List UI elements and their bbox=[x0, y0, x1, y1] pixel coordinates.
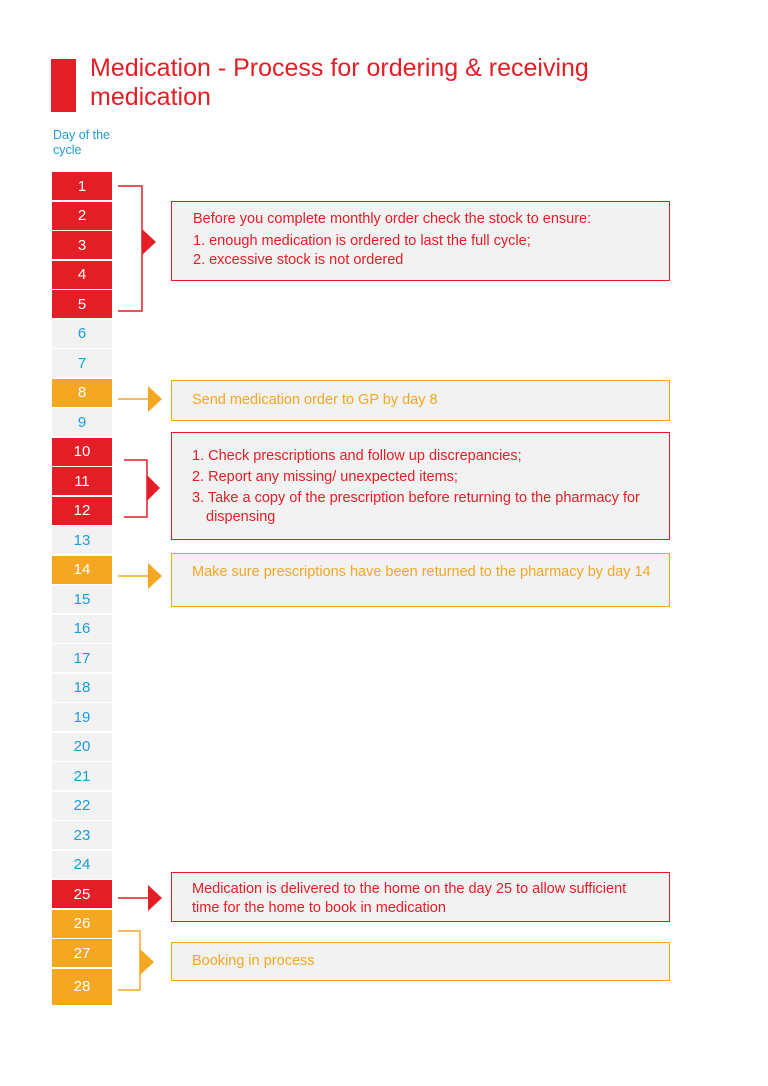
arrow-stock-check bbox=[142, 229, 156, 255]
day-cell: 12 bbox=[52, 497, 112, 525]
check-prescriptions-item: 3. Take a copy of the prescription before returning to the pharmacy for dispensing bbox=[192, 490, 640, 525]
arrow-delivery bbox=[148, 885, 162, 911]
send-order-text: Send medication order to GP by day 8 bbox=[192, 392, 438, 408]
bracket-days-10-12 bbox=[124, 460, 147, 517]
stock-check-item: 2. excessive stock is not ordered bbox=[193, 252, 404, 268]
day-cell: 11 bbox=[52, 467, 112, 495]
day-cell: 2 bbox=[52, 202, 112, 230]
check-prescriptions-list bbox=[192, 447, 655, 527]
day-column-caption: Day of the cycle bbox=[53, 128, 110, 157]
page-title: Medication - Process for ordering & receiving medication bbox=[90, 54, 589, 111]
stock-check-intro: Before you complete monthly order check the stock to ensure: bbox=[193, 211, 592, 227]
day-cell: 10 bbox=[52, 438, 112, 466]
step-return-prescriptions bbox=[171, 553, 670, 607]
day-cell: 18 bbox=[52, 674, 112, 702]
day-cell: 4 bbox=[52, 261, 112, 289]
day-cell: 26 bbox=[52, 910, 112, 938]
step-stock-check bbox=[171, 201, 670, 281]
day-cell: 8 bbox=[52, 379, 112, 407]
day-cell: 1 bbox=[52, 172, 112, 200]
title-accent-bar bbox=[51, 59, 76, 112]
arrow-check-prescriptions bbox=[147, 475, 160, 501]
day-cell: 19 bbox=[52, 703, 112, 731]
bracket-days-26-28 bbox=[118, 931, 140, 990]
day-cell: 20 bbox=[52, 733, 112, 761]
check-prescriptions-item: 2. Report any missing/ unexpected items; bbox=[192, 469, 458, 485]
stock-check-item: 1. enough medication is ordered to last the full cycle; bbox=[193, 233, 531, 249]
booking-text: Booking in process bbox=[192, 953, 315, 969]
day-cell: 9 bbox=[52, 408, 112, 436]
delivery-text: Medication is delivered to the home on the day 25 to allow sufficient time for the home to book in medication bbox=[192, 881, 627, 916]
day-cell: 17 bbox=[52, 644, 112, 672]
step-check-prescriptions bbox=[171, 432, 670, 540]
bracket-days-1-5 bbox=[118, 186, 142, 311]
day-cell: 15 bbox=[52, 585, 112, 613]
step-send-order bbox=[171, 380, 670, 421]
day-cell: 13 bbox=[52, 526, 112, 554]
arrow-send-order bbox=[148, 386, 162, 412]
check-prescriptions-item: 1. Check prescriptions and follow up discrepancies; bbox=[192, 448, 522, 464]
arrow-return-prescriptions bbox=[148, 563, 162, 589]
arrow-booking bbox=[140, 949, 154, 975]
step-booking bbox=[171, 942, 670, 981]
day-cell: 24 bbox=[52, 851, 112, 879]
day-cell: 22 bbox=[52, 792, 112, 820]
day-cell: 21 bbox=[52, 762, 112, 790]
day-cell: 6 bbox=[52, 320, 112, 348]
day-cell: 14 bbox=[52, 556, 112, 584]
day-cell: 23 bbox=[52, 821, 112, 849]
day-cell: 7 bbox=[52, 349, 112, 377]
return-prescriptions-text: Make sure prescriptions have been returned to the pharmacy by day 14 bbox=[192, 564, 651, 580]
step-delivery bbox=[171, 872, 670, 922]
day-cell: 27 bbox=[52, 939, 112, 967]
stock-check-list bbox=[193, 232, 655, 270]
day-cell: 3 bbox=[52, 231, 112, 259]
day-cell: 28 bbox=[52, 969, 112, 1005]
day-cell: 25 bbox=[52, 880, 112, 908]
day-cell: 5 bbox=[52, 290, 112, 318]
day-cell: 16 bbox=[52, 615, 112, 643]
